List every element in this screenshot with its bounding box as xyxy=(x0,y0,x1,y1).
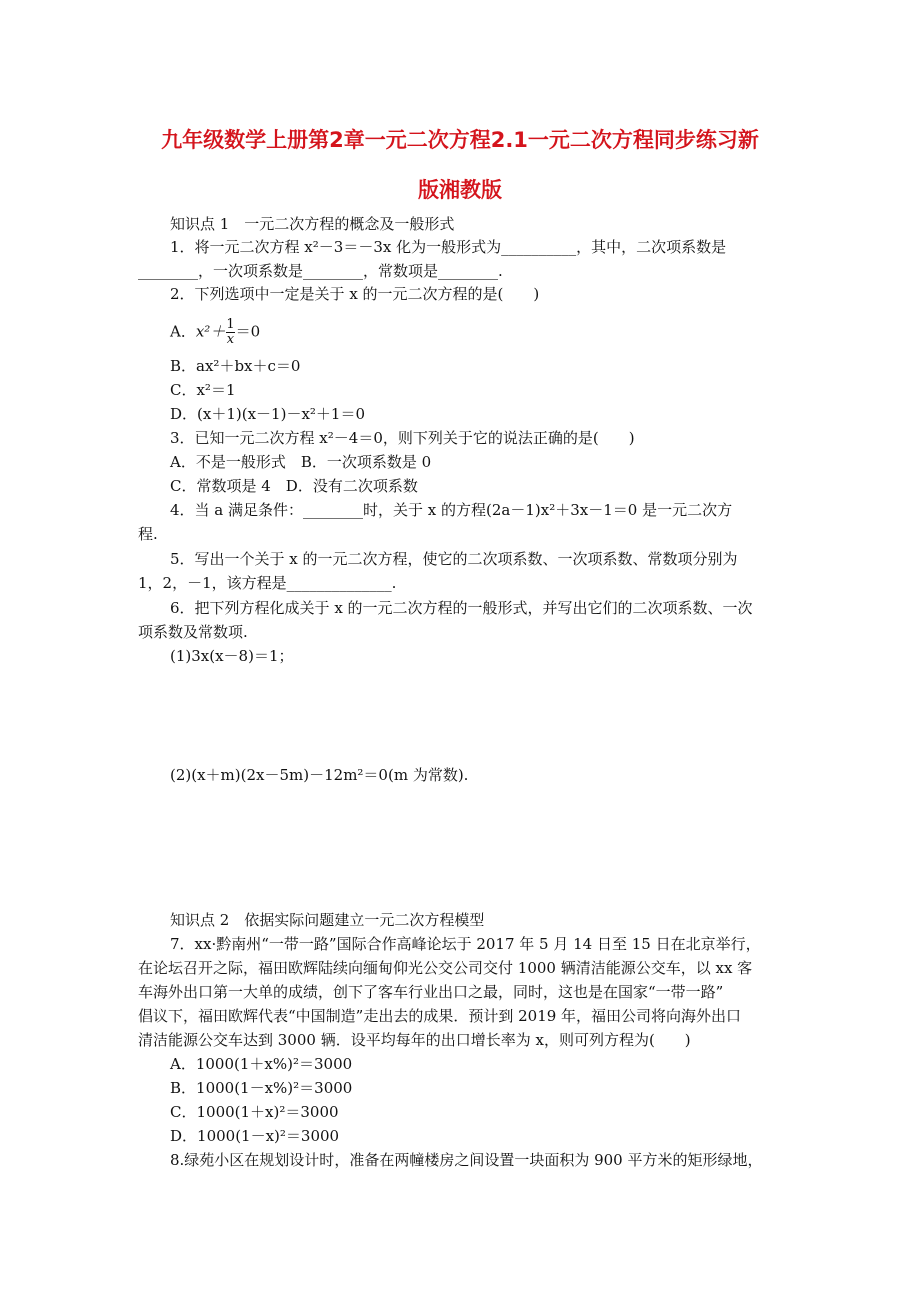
question-1-line-2: ________，一次项系数是________，常数项是________. xyxy=(138,262,503,280)
question-6-line-2: 项系数及常数项. xyxy=(138,623,248,641)
question-2-option-b: B．ax²＋bx＋c＝0 xyxy=(170,357,301,375)
question-3-options-ab: A．不是一般形式 B．一次项系数是 0 xyxy=(170,453,432,471)
question-3-options-cd: C．常数项是 4 D．没有二次项系数 xyxy=(170,477,418,495)
section-heading-2: 知识点 2 依据实际问题建立一元二次方程模型 xyxy=(170,911,485,929)
question-4-line-1: 4．当 a 满足条件：________时，关于 x 的方程(2a－1)x²＋3x－1＝0 是一元二次方 xyxy=(170,501,733,519)
question-1-line-1: 1．将一元二次方程 x²－3＝－3x 化为一般形式为__________，其中，二次项系数是 xyxy=(170,238,727,256)
fraction-denominator: x xyxy=(226,332,235,347)
question-2-option-c: C．x²＝1 xyxy=(170,381,236,399)
question-2-option-a xyxy=(170,318,260,347)
question-7-option-c: C．1000(1＋x)²＝3000 xyxy=(170,1103,339,1121)
document-title-line-1: 九年级数学上册第2章一元二次方程2.1一元二次方程同步练习新 xyxy=(161,128,759,152)
question-5-line-1: 5．写出一个关于 x 的一元二次方程，使它的二次项系数、一次项系数、常数项分别为 xyxy=(170,550,738,568)
question-6-part-2: (2)(x＋m)(2x－5m)－12m²＝0(m 为常数). xyxy=(170,766,469,784)
question-2-stem: 2．下列选项中一定是关于 x 的一元二次方程的是( ) xyxy=(170,285,540,303)
question-5-line-2: 1，2，－1，该方程是______________. xyxy=(138,574,397,592)
question-3-stem: 3．已知一元二次方程 x²－4＝0，则下列关于它的说法正确的是( ) xyxy=(170,429,635,447)
question-7-line-1: 7．xx·黔南州“一带一路”国际合作高峰论坛于 2017 年 5 月 14 日至 15 日在北京举行， xyxy=(170,935,761,953)
option-a-prefix: A． xyxy=(170,322,196,341)
option-a-rhs: ＝0 xyxy=(235,322,261,341)
fraction-numerator: 1 xyxy=(226,317,235,332)
question-6-line-1: 6．把下列方程化成关于 x 的一元二次方程的一般形式，并写出它们的二次项系数、一次 xyxy=(170,599,753,617)
question-2-option-d: D．(x＋1)(x－1)－x²＋1＝0 xyxy=(170,405,366,423)
question-7-line-5: 清洁能源公交车达到 3000 辆．设平均每年的出口增长率为 x，则可列方程为( ) xyxy=(138,1031,691,1049)
question-7-line-2: 在论坛召开之际，福田欧辉陆续向缅甸仰光公交公司交付 1000 辆清洁能源公交车，以 xx 客 xyxy=(138,959,753,977)
document-title-line-2: 版湘教版 xyxy=(418,178,502,202)
question-7-line-4: 倡议下，福田欧辉代表“中国制造”走出去的成果．预计到 2019 年，福田公司将向海外出口 xyxy=(138,1007,742,1025)
fraction-one-over-x xyxy=(226,318,234,347)
option-a-term: x²＋ xyxy=(195,322,226,341)
question-8-line-1: 8.绿苑小区在规划设计时，准备在两幢楼房之间设置一块面积为 900 平方米的矩形绿地， xyxy=(170,1151,763,1169)
question-4-line-2: 程. xyxy=(138,525,158,543)
section-heading-1: 知识点 1 一元二次方程的概念及一般形式 xyxy=(170,215,455,233)
question-7-option-d: D．1000(1－x)²＝3000 xyxy=(170,1127,340,1145)
question-7-option-a: A．1000(1＋x%)²＝3000 xyxy=(170,1055,353,1073)
question-7-line-3: 车海外出口第一大单的成绩，创下了客车行业出口之最，同时，这也是在国家“一带一路” xyxy=(138,983,724,1001)
question-6-part-1: (1)3x(x－8)＝1； xyxy=(170,647,294,665)
question-7-option-b: B．1000(1－x%)²＝3000 xyxy=(170,1079,353,1097)
